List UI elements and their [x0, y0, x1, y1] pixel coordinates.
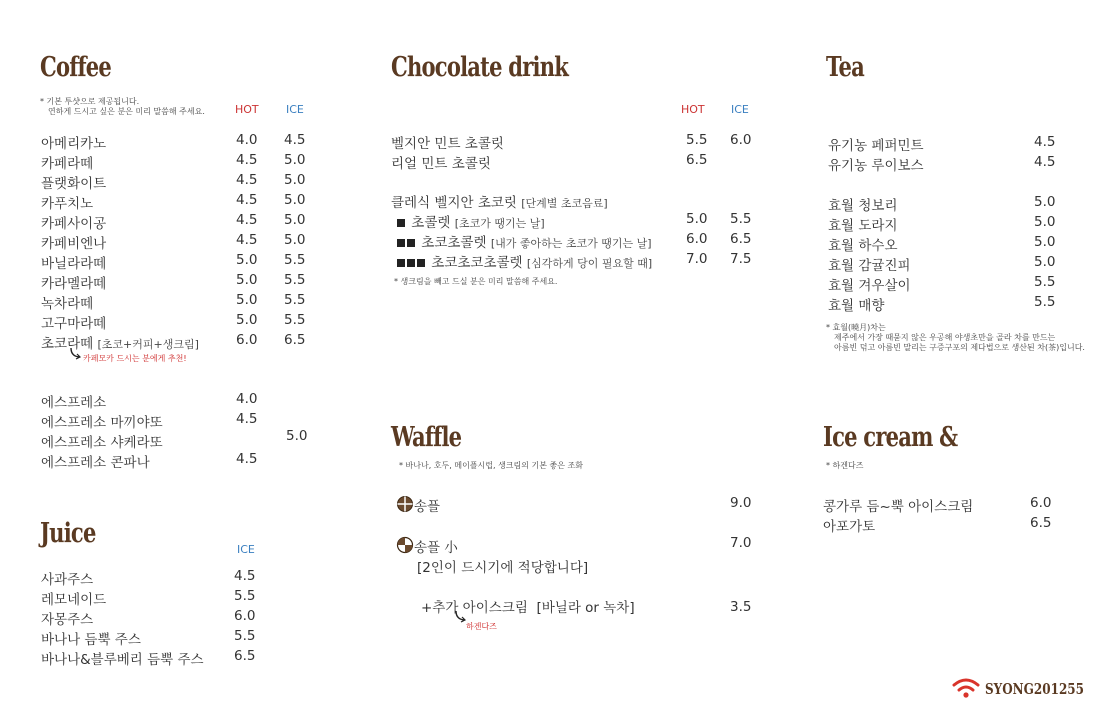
coffee-hot-label: HOT [235, 103, 259, 116]
waffle-addon-desc: [바닐라 or 녹차] [536, 600, 635, 616]
chocolate-item-ice: 6.0 [730, 132, 752, 148]
icecream-title: Ice cream & [823, 422, 958, 453]
coffee-item-hot: 5.0 [236, 312, 258, 328]
coffee-item-name: 녹차라떼 [41, 296, 94, 312]
icecream-item-name: 아포가토 [823, 519, 876, 535]
level-2-ice: 6.5 [730, 231, 752, 247]
espresso-item-name: 에스프레소 샤케라또 [41, 435, 163, 451]
coffee-item-name: 카페비엔나 [41, 236, 107, 252]
juice-title: Juice [40, 518, 96, 549]
coffee-item-name: 고구마라떼 [41, 316, 107, 332]
waffle-item-price: 9.0 [730, 495, 752, 511]
curved-arrow-icon [453, 609, 467, 623]
waffle-item-name: 송플 [414, 499, 441, 515]
coffee-item-name: 카페라떼 [41, 156, 94, 172]
coffee-item-ice: 5.0 [284, 152, 306, 168]
coffee-item-hot: 4.5 [236, 172, 258, 188]
icecream-item-price: 6.0 [1030, 495, 1052, 511]
tea-item-price: 5.0 [1034, 194, 1056, 210]
waffle-addon-name: +추가 아이스크림 [421, 600, 528, 616]
coffee-item-ice: 5.5 [284, 272, 306, 288]
coffee-item-ice: 4.5 [284, 132, 306, 148]
tea-item-price: 4.5 [1034, 134, 1056, 150]
choco-latte-ice: 6.5 [284, 332, 306, 348]
juice-item-name: 자몽주스 [41, 612, 94, 628]
tea-title: Tea [826, 52, 864, 83]
tea-item-price: 5.0 [1034, 234, 1056, 250]
waffle-small-name: 송플 小 [414, 540, 458, 556]
chocolate-item-hot: 6.5 [686, 152, 708, 168]
level-3-squares [397, 255, 427, 271]
waffle-full-icon [396, 495, 414, 513]
chocolate-level-3 [397, 251, 652, 271]
juice-item-price: 5.5 [234, 628, 256, 644]
coffee-item-name: 카푸치노 [41, 196, 94, 212]
tea-note-2: 제주에서 가장 때묻지 않은 우공해 야생초만을 골라 차를 만드는 [834, 333, 1056, 342]
level-2-name: 초코초콜렛 [421, 235, 487, 251]
espresso-item-name: 에스프레소 콘파나 [41, 455, 150, 471]
tea-item-price: 5.0 [1034, 214, 1056, 230]
level-3-hot: 7.0 [686, 251, 708, 267]
waffle-note: * 바나나, 호두, 메이플시럽, 생크림의 기본 좋은 조화 [399, 461, 583, 470]
tea-item-name: 효월 매향 [828, 298, 885, 314]
chocolate-title: Chocolate drink [391, 52, 569, 83]
waffle-title: Waffle [391, 422, 462, 453]
level-1-ice: 5.5 [730, 211, 752, 227]
espresso-item-name: 에스프레소 [41, 395, 107, 411]
tea-item-price: 5.5 [1034, 294, 1056, 310]
level-2-squares [397, 235, 417, 251]
tea-item-price: 5.5 [1034, 274, 1056, 290]
juice-item-price: 4.5 [234, 568, 256, 584]
espresso-item-hot: 4.5 [236, 451, 258, 467]
chocolate-level-1 [397, 211, 545, 231]
coffee-item-ice: 5.5 [284, 252, 306, 268]
classic-chocolate-name [391, 191, 608, 211]
level-1-squares [397, 215, 407, 231]
tea-item-name: 유기농 루이보스 [828, 158, 924, 174]
coffee-item-name: 플랫화이트 [41, 176, 107, 192]
level-3-name: 초코초코초콜렛 [431, 255, 523, 271]
tea-item-name: 효월 겨우살이 [828, 278, 911, 294]
chocolate-item-hot: 5.5 [686, 132, 708, 148]
tea-note-3: 아름빈 덖고 아름빈 말리는 구증구포의 제다법으로 생산된 차(茶)입니다. [834, 343, 1085, 352]
waffle-half-icon [396, 536, 414, 554]
level-3-desc: [심각하게 당이 필요할 때] [526, 257, 653, 270]
waffle-addon-price: 3.5 [730, 599, 752, 615]
coffee-item-hot: 4.5 [236, 152, 258, 168]
coffee-item-hot: 4.0 [236, 132, 258, 148]
coffee-item-ice: 5.0 [284, 212, 306, 228]
icecream-note: * 하겐다즈 [826, 461, 864, 470]
coffee-title: Coffee [40, 52, 112, 83]
classic-chocolate-label: 클레식 벨지안 초코릿 [391, 195, 517, 211]
coffee-item-hot: 5.0 [236, 292, 258, 308]
classic-chocolate-desc: [단계별 초코음료] [521, 197, 608, 210]
juice-item-price: 6.0 [234, 608, 256, 624]
coffee-item-name: 카페사이공 [41, 216, 107, 232]
juice-item-name: 바나나 듬뿍 주스 [41, 632, 141, 648]
waffle-small-price: 7.0 [730, 535, 752, 551]
coffee-ice-label: ICE [286, 103, 304, 116]
level-1-desc: [초코가 땡기는 날] [454, 217, 545, 230]
level-1-hot: 5.0 [686, 211, 708, 227]
chocolate-item-name: 리얼 민트 초콜릿 [391, 156, 491, 172]
juice-item-name: 바나나&블루베리 듬뿍 주스 [41, 652, 204, 668]
chocolate-item-name: 벨지안 민트 초콜릿 [391, 136, 504, 152]
coffee-item-name: 바닐라라떼 [41, 256, 107, 272]
coffee-item-hot: 5.0 [236, 252, 258, 268]
coffee-item-ice: 5.0 [284, 172, 306, 188]
coffee-item-name: 아메리카노 [41, 136, 107, 152]
coffee-item-hot: 4.5 [236, 212, 258, 228]
level-2-desc: [내가 좋아하는 초코가 땡기는 날] [490, 237, 652, 250]
choco-latte-name [41, 332, 199, 352]
coffee-item-hot: 5.0 [236, 272, 258, 288]
tea-item-name: 효월 감귤진피 [828, 258, 911, 274]
espresso-item-hot: 4.5 [236, 411, 258, 427]
tea-item-price: 4.5 [1034, 154, 1056, 170]
tea-item-name: 효월 하수오 [828, 238, 898, 254]
espresso-item-hot: 4.0 [236, 391, 258, 407]
coffee-item-name: 카라멜라떼 [41, 276, 107, 292]
choco-latte-tip: 카페모카 드시는 분에게 추천! [83, 354, 187, 363]
coffee-item-hot: 4.5 [236, 232, 258, 248]
level-2-hot: 6.0 [686, 231, 708, 247]
wifi-icon [951, 675, 981, 699]
coffee-note-2: 연하게 드시고 싶은 분은 미리 말씀해 주세요. [48, 107, 205, 116]
chocolate-ice-label: ICE [731, 103, 749, 116]
coffee-item-hot: 4.5 [236, 192, 258, 208]
level-1-name: 초콜렛 [411, 215, 451, 231]
juice-item-price: 6.5 [234, 648, 256, 664]
choco-latte-desc: [초코+커피+생크림] [97, 338, 199, 351]
coffee-note-1: * 기본 투샷으로 제공됩니다. [40, 97, 140, 106]
icecream-item-name: 콩가루 듬~뿍 아이스크림 [823, 499, 974, 515]
brand-signature: SYONG201255 [985, 680, 1084, 698]
tea-item-name: 효월 도라지 [828, 218, 898, 234]
choco-latte-label: 초코라떼 [41, 336, 94, 352]
chocolate-note: * 생크림을 빼고 드실 분은 미리 말씀해 주세요. [394, 277, 558, 286]
chocolate-level-2 [397, 231, 652, 251]
coffee-item-ice: 5.0 [284, 232, 306, 248]
coffee-item-ice: 5.0 [284, 192, 306, 208]
juice-ice-label: ICE [237, 543, 255, 556]
tea-item-name: 유기농 페퍼민트 [828, 138, 924, 154]
waffle-addon-tip: 하겐다즈 [466, 622, 497, 631]
espresso-item-name: 에스프레소 마끼야또 [41, 415, 163, 431]
juice-item-name: 사과주스 [41, 572, 94, 588]
level-3-ice: 7.5 [730, 251, 752, 267]
tea-item-price: 5.0 [1034, 254, 1056, 270]
chocolate-hot-label: HOT [681, 103, 705, 116]
icecream-item-price: 6.5 [1030, 515, 1052, 531]
choco-latte-hot: 6.0 [236, 332, 258, 348]
espresso-item-ice: 5.0 [286, 428, 308, 444]
juice-item-price: 5.5 [234, 588, 256, 604]
waffle-small-desc: [2인이 드시기에 적당합니다] [417, 560, 589, 576]
coffee-item-ice: 5.5 [284, 292, 306, 308]
curved-arrow-icon [68, 346, 82, 360]
juice-item-name: 레모네이드 [41, 592, 107, 608]
tea-note-1: * 효월(曉月)차는 [826, 323, 886, 332]
coffee-item-ice: 5.5 [284, 312, 306, 328]
tea-item-name: 효월 청보리 [828, 198, 898, 214]
